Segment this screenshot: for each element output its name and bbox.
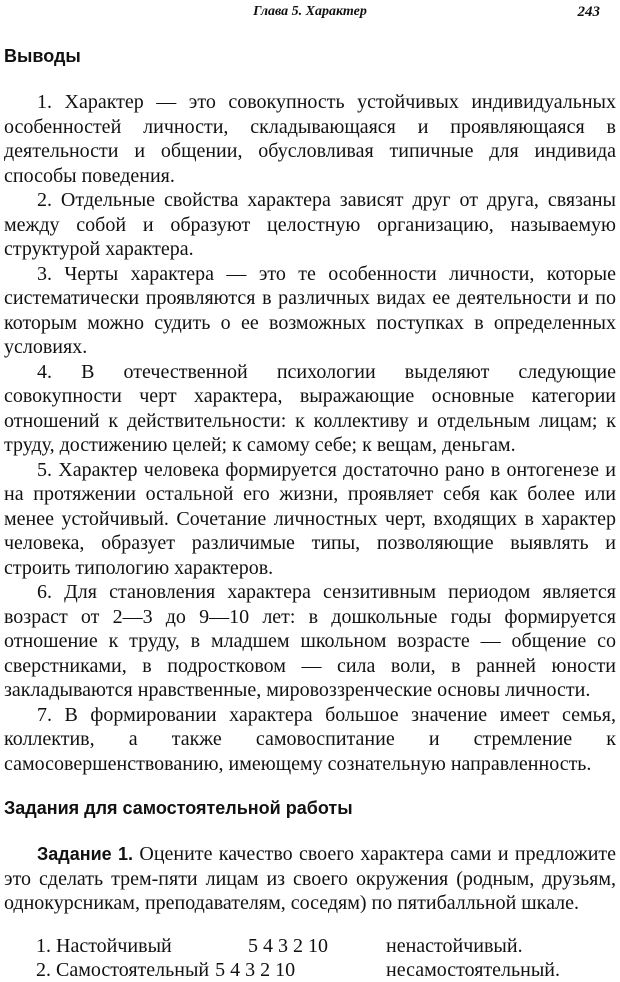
conclusion-item-7: 7. В формировании характера большое значение имеет семья, коллектив, а также самовоспитание и стремление к самосовершенствованию, имеющему сознательную направленность. [4,703,616,775]
scale-row-1-scale: 5 4 3 2 10 [248,935,328,957]
conclusion-item-4: 4. В отечественной психологии выделяют следующие совокупности черт характера, выражающие основные категории отношений к действительности: к коллективу и отдельным лицам; к труду, достижению целей; к самому себе; к вещам, деньгам. [4,360,616,456]
scale-row-1-opposite: ненастойчивый. [386,935,523,957]
conclusions-list [4,90,616,776]
conclusion-item-3: 3. Черты характера — это те особенности личности, которые систематически проявляются в различных видах ее деятельности и по которым можно судить о ее возможных поступках в определенных условиях. [4,262,616,358]
scale-row-1 [0,934,620,958]
task-1-label: Задание 1. [37,844,134,864]
conclusion-item-5: 5. Характер человека формируется достаточно рано в онтогенезе и на протяжении остальной его жизни, проявляет себя как более или менее устойчивый. Сочетание личностных черт, входящих в характер человека, образует различимые типы, позволяющие выявлять и строить типологию характеров. [4,458,616,579]
conclusion-item-6: 6. Для становления характера сензитивным периодом является возраст от 2—3 до 9—10 лет: в дошкольные годы формируется отношение к труду, в младшем школьном возрасте — общение со сверстниками, в подростковом — сила воли, в ранней юности закладываются нравственные, мировоззренческие основы личности. [4,581,616,701]
task-1 [4,842,616,916]
chapter-title: Глава 5. Характер [253,4,367,19]
scale-row-2-trait: 2. Самостоятельный [36,959,210,981]
conclusion-item-2: 2. Отдельные свойства характера зависят друг от друга, связаны между собой и образуют целостную организацию, называемую структурой характера. [4,189,616,260]
scale-row-2 [0,958,620,982]
task-1-paragraph [4,842,616,916]
task-1-text: Оцените качество своего характера сами и предложите это сделать трем-пяти лицам из своего окружения (родным, друзьям, однокурсникам, преподавателям, соседям) по пятибалльной шкале. [4,843,617,914]
running-header [0,2,620,22]
scale-row-2-opposite: несамостоятельный. [386,959,560,981]
conclusion-item-1: 1. Характер — это совокупность устойчивых индивидуальных особенностей личности, складывающаяся и проявляющаяся в деятельности и общении, обусловливая типичные для индивида способы поведения. [4,91,616,187]
page-number: 243 [577,4,600,20]
tasks-heading: Задания для самостоятельной работы [4,798,353,818]
scale-row-2-scale: 5 4 3 2 10 [215,959,296,981]
scale-row-1-trait: 1. Настойчивый [36,935,172,957]
conclusions-heading: Выводы [4,46,81,66]
